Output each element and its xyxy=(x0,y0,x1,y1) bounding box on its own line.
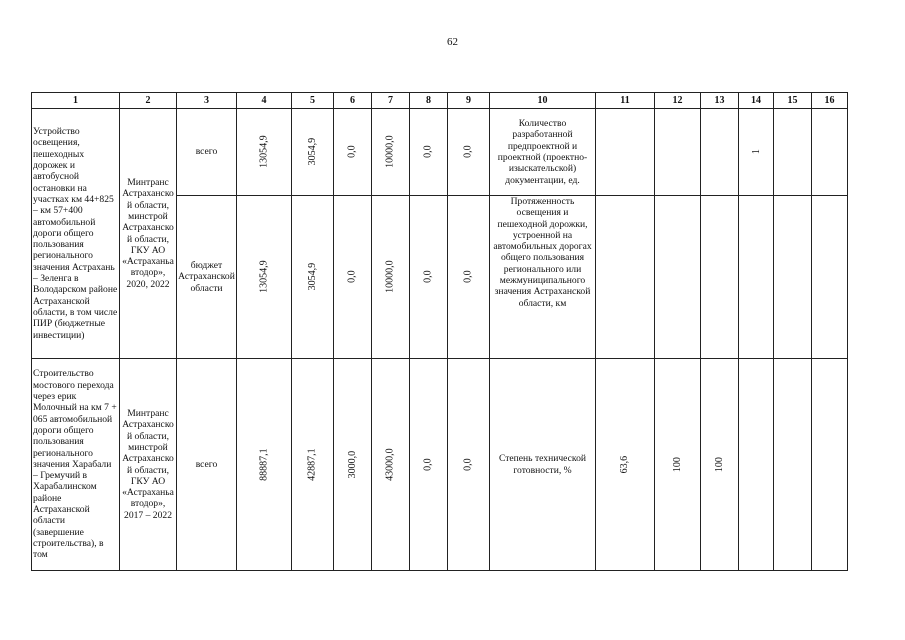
value-text: 10000,0 xyxy=(384,135,396,169)
target-cell xyxy=(774,196,812,359)
target-cell xyxy=(596,196,655,359)
value-cell xyxy=(237,109,292,196)
value-text: 0,0 xyxy=(462,145,474,159)
table-row xyxy=(32,359,848,571)
target-cell xyxy=(655,109,701,196)
value-cell xyxy=(372,196,410,359)
value-text: 42887,1 xyxy=(306,448,318,481)
target-cell xyxy=(701,359,739,571)
col-header-12: 12 xyxy=(655,93,701,109)
col-header-16: 16 xyxy=(812,93,848,109)
funding-source-cell: всего xyxy=(177,109,237,196)
funding-source-cell: всего xyxy=(177,359,237,571)
target-text: 63,6 xyxy=(619,455,631,474)
value-text: 0,0 xyxy=(462,458,474,471)
value-text: 0,0 xyxy=(346,145,358,159)
event-name-cell: Устройство освещения, пешеходных дорожек и автобусной остановки на участках км 44+825 – км 57+400 автомобильной дороги общего пользования регионального значения Астрахань – Зеленга в Володарском районе Астраханской области, в том числе ПИР (бюджетные инвестиции) xyxy=(32,109,120,359)
target-text: 100 xyxy=(713,456,725,472)
value-cell xyxy=(237,359,292,571)
col-header-6: 6 xyxy=(334,93,372,109)
header-row xyxy=(32,93,848,109)
col-header-7: 7 xyxy=(372,93,410,109)
program-table xyxy=(31,92,848,571)
value-text: 3054,9 xyxy=(306,138,318,166)
executor-cell: Минтранс Астраханской области, минстрой Астраханской области, ГКУ АО «Астраханьавтодор», 2017 – 2022 xyxy=(120,359,177,571)
value-cell xyxy=(334,109,372,196)
col-header-1: 1 xyxy=(32,93,120,109)
event-name-cell: Строительство мостового перехода через ерик Молочный на км 7 + 065 автомобильной дороги общего пользования регионального значения Харабали – Гремучий в Харабалинском районе Астраханской области (завершение строительства), в том xyxy=(32,359,120,571)
value-cell xyxy=(292,109,334,196)
table-row xyxy=(32,109,848,196)
target-cell xyxy=(812,359,848,571)
target-cell xyxy=(739,196,774,359)
value-text: 0,0 xyxy=(422,145,434,159)
value-cell xyxy=(448,196,490,359)
page-number: 62 xyxy=(447,36,458,48)
value-cell xyxy=(410,196,448,359)
target-cell xyxy=(739,109,774,196)
executor-cell: Минтранс Астраханской области, минстрой Астраханской области, ГКУ АО «Астраханьавтодор», 2020, 2022 xyxy=(120,109,177,359)
col-header-8: 8 xyxy=(410,93,448,109)
target-cell xyxy=(812,109,848,196)
target-cell xyxy=(655,196,701,359)
col-header-9: 9 xyxy=(448,93,490,109)
target-cell xyxy=(812,196,848,359)
value-text: 0,0 xyxy=(422,270,434,284)
col-header-14: 14 xyxy=(739,93,774,109)
value-cell xyxy=(334,196,372,359)
value-text: 43000,0 xyxy=(384,448,396,481)
value-text: 13054,9 xyxy=(258,135,270,169)
col-header-11: 11 xyxy=(596,93,655,109)
funding-source-cell: бюджет Астраханской области xyxy=(177,196,237,359)
value-cell xyxy=(448,109,490,196)
value-text: 0,0 xyxy=(462,270,474,284)
col-header-10: 10 xyxy=(490,93,596,109)
target-text: 100 xyxy=(671,456,683,472)
value-cell xyxy=(372,359,410,571)
target-cell xyxy=(596,109,655,196)
value-cell xyxy=(237,196,292,359)
col-header-4: 4 xyxy=(237,93,292,109)
value-cell xyxy=(372,109,410,196)
value-text: 0,0 xyxy=(422,458,434,471)
value-cell xyxy=(334,359,372,571)
target-cell xyxy=(739,359,774,571)
target-cell xyxy=(774,359,812,571)
value-text: 0,0 xyxy=(346,270,358,284)
target-text: 1 xyxy=(750,149,762,155)
value-text: 3054,9 xyxy=(306,263,318,291)
target-cell xyxy=(774,109,812,196)
indicator-cell: Степень технической готовности, % xyxy=(490,359,596,571)
target-cell xyxy=(596,359,655,571)
target-cell xyxy=(701,196,739,359)
col-header-15: 15 xyxy=(774,93,812,109)
col-header-13: 13 xyxy=(701,93,739,109)
col-header-3: 3 xyxy=(177,93,237,109)
col-header-5: 5 xyxy=(292,93,334,109)
value-text: 10000,0 xyxy=(384,260,396,294)
target-cell xyxy=(701,109,739,196)
value-cell xyxy=(448,359,490,571)
target-cell xyxy=(655,359,701,571)
indicator-cell: Протяженность освещения и пешеходной дорожки, устроенной на автомобильных дорогах общего пользования регионального или межмуниципального значения Астраханской области, км xyxy=(490,196,596,359)
col-header-2: 2 xyxy=(120,93,177,109)
value-cell xyxy=(292,359,334,571)
value-text: 3000,0 xyxy=(346,450,358,479)
value-cell xyxy=(410,359,448,571)
value-cell xyxy=(410,109,448,196)
value-text: 13054,9 xyxy=(258,260,270,294)
value-text: 88887,1 xyxy=(258,448,270,481)
indicator-cell: Количество разработанной предпроектной и проектной (проектно-изыскательской) документации, ед. xyxy=(490,109,596,196)
value-cell xyxy=(292,196,334,359)
